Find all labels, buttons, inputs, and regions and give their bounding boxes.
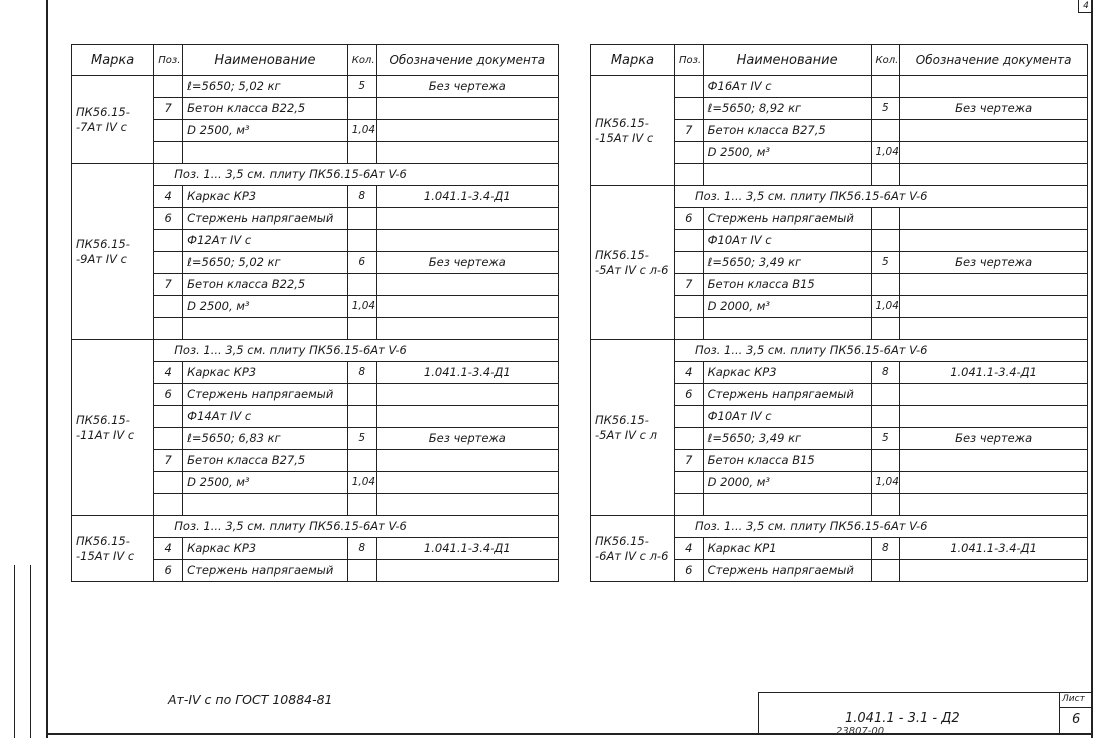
cell-pos [674,472,703,494]
cell-name [703,318,871,340]
cell-pos: 6 [674,208,703,230]
cell-reference-note: Поз. 1... 3,5 см. плиту ПК56.15-6Ат V-6 [674,186,1087,208]
cell-doc [900,296,1088,318]
document-code: 1.041.1 - 3.1 - Д2 [845,711,960,726]
cell-name [703,164,871,186]
cell-name: Бетон класса В22,5 [183,274,348,296]
cell-name: Каркас КР3 [183,362,348,384]
cell-qty [347,384,376,406]
cell-qty [871,164,900,186]
title-sidebar [0,565,46,738]
cell-pos [674,252,703,274]
cell-qty [347,98,376,120]
cell-name: Каркас КР3 [183,538,348,560]
cell-mark: ПК56.15- -15Ат IV с [72,516,154,582]
table-row [72,340,559,362]
header-mark: Марка [72,45,154,76]
cell-doc [376,318,558,340]
cell-pos [154,252,183,274]
cell-doc [900,120,1088,142]
cell-doc [900,472,1088,494]
cell-qty [871,406,900,428]
cell-name: Бетон класса В15 [703,450,871,472]
cell-pos [154,120,183,142]
cell-name: Стержень напрягаемый [703,208,871,230]
cell-qty: 8 [347,538,376,560]
cell-pos [154,296,183,318]
footnote: Ат-IV с по ГОСТ 10884-81 [168,692,333,707]
cell-name: ℓ=5650; 5,02 кг [183,252,348,274]
header-name: Наименование [703,45,871,76]
cell-qty [347,560,376,582]
cell-doc [900,318,1088,340]
cell-qty: 1,04 [347,296,376,318]
cell-qty [871,76,900,98]
cell-pos [154,472,183,494]
cell-qty: 8 [347,362,376,384]
cell-name: ℓ=5650; 3,49 кг [703,252,871,274]
cell-name: Ф12Ат IV с [183,230,348,252]
cell-doc: 1.041.1-3.4-Д1 [900,538,1088,560]
title-block [758,692,1092,735]
cell-qty [871,230,900,252]
cell-pos: 7 [154,98,183,120]
cell-qty [871,208,900,230]
cell-qty [347,450,376,472]
cell-doc [376,296,558,318]
cell-reference-note: Поз. 1... 3,5 см. плиту ПК56.15-6Ат V-6 [154,516,559,538]
cell-doc [376,450,558,472]
cell-reference-note: Поз. 1... 3,5 см. плиту ПК56.15-6Ат V-6 [674,340,1087,362]
cell-name: D 2500, м³ [703,142,871,164]
cell-doc: Без чертежа [900,98,1088,120]
cell-name: Стержень напрягаемый [183,384,348,406]
cell-doc [376,142,558,164]
cell-name: D 2000, м³ [703,472,871,494]
table-row [72,516,559,538]
cell-pos: 6 [154,208,183,230]
cell-reference-note: Поз. 1... 3,5 см. плиту ПК56.15-6Ат V-6 [674,516,1087,538]
table-row [591,516,1088,538]
cell-name: D 2500, м³ [183,472,348,494]
cell-pos [674,164,703,186]
cell-reference-note: Поз. 1... 3,5 см. плиту ПК56.15-6Ат V-6 [154,164,559,186]
cell-qty: 8 [871,362,900,384]
cell-pos [674,406,703,428]
cell-pos [674,318,703,340]
cell-pos [674,230,703,252]
cell-name: D 2500, м³ [183,296,348,318]
cell-qty: 1,04 [347,120,376,142]
cell-doc [900,560,1088,582]
cell-qty: 8 [871,538,900,560]
cell-doc [900,76,1088,98]
cell-qty [871,274,900,296]
cell-doc [376,274,558,296]
table-row [591,340,1088,362]
cell-doc [900,164,1088,186]
cell-qty: 5 [347,428,376,450]
cell-name: D 2500, м³ [183,120,348,142]
cell-pos: 4 [674,362,703,384]
cell-name: Стержень напрягаемый [703,560,871,582]
cell-doc [376,98,558,120]
cell-pos: 4 [154,362,183,384]
cell-pos: 7 [154,450,183,472]
cell-qty [347,494,376,516]
cell-name: Стержень напрягаемый [183,560,348,582]
cell-pos [674,76,703,98]
cell-pos [674,296,703,318]
cell-qty: 5 [871,428,900,450]
cell-doc: Без чертежа [900,428,1088,450]
cell-name: Стержень напрягаемый [703,384,871,406]
cell-doc [900,230,1088,252]
cell-name: Бетон класса В27,5 [183,450,348,472]
cell-doc: Без чертежа [376,428,558,450]
cell-name: Каркас КР1 [703,538,871,560]
cell-pos: 7 [674,274,703,296]
cell-doc: 1.041.1-3.4-Д1 [376,186,558,208]
header-doc: Обозначение документа [900,45,1088,76]
cell-qty [347,230,376,252]
cell-pos [154,428,183,450]
table-row [72,76,559,98]
cell-doc: 1.041.1-3.4-Д1 [900,362,1088,384]
cell-qty: 1,04 [871,472,900,494]
cell-name [183,142,348,164]
cell-doc [900,494,1088,516]
cell-pos: 4 [674,538,703,560]
cell-name: Каркас КР3 [183,186,348,208]
header-mark: Марка [591,45,675,76]
cell-name: Бетон класса В15 [703,274,871,296]
cell-name: Ф10Ат IV с [703,230,871,252]
cell-qty [347,142,376,164]
spec-table-right [590,44,1088,582]
frame-left-line [46,0,48,738]
cell-doc [376,560,558,582]
corner-mark: 4 [1078,0,1093,13]
cell-pos [154,76,183,98]
cell-qty: 5 [347,76,376,98]
cell-name: D 2000, м³ [703,296,871,318]
cell-doc: Без чертежа [376,252,558,274]
cell-qty [871,560,900,582]
cell-pos: 4 [154,538,183,560]
sheet-cell [1059,693,1092,735]
cell-doc: Без чертежа [900,252,1088,274]
cell-qty: 8 [347,186,376,208]
cell-qty [871,384,900,406]
cell-mark: ПК56.15- -15Ат IV с [591,76,675,186]
table-header-row [72,45,559,76]
cell-qty [347,274,376,296]
cell-doc [900,142,1088,164]
spec-table-left [71,44,559,582]
cell-pos: 4 [154,186,183,208]
cell-mark: ПК56.15- -5Ат IV с л-6 [591,186,675,340]
cell-mark: ПК56.15- -9Ат IV с [72,164,154,340]
cell-name: Бетон класса В22,5 [183,98,348,120]
table-header-row [591,45,1088,76]
cell-pos [154,142,183,164]
cell-name: Ф14Ат IV с [183,406,348,428]
cell-mark: ПК56.15- -6Ат IV с л-6 [591,516,675,582]
cell-pos: 7 [674,120,703,142]
cell-name [183,318,348,340]
header-name: Наименование [183,45,348,76]
cell-qty [347,406,376,428]
cell-qty: 1,04 [347,472,376,494]
cell-pos [154,494,183,516]
cell-doc [900,406,1088,428]
header-pos: Поз. [674,45,703,76]
cell-pos: 7 [674,450,703,472]
cell-pos [674,98,703,120]
cell-name: ℓ=5650; 6,83 кг [183,428,348,450]
cell-pos [154,230,183,252]
cell-doc [376,384,558,406]
cell-doc [376,406,558,428]
sheet-number: 6 [1072,712,1081,727]
header-qty: Кол. [871,45,900,76]
cell-pos [674,428,703,450]
cell-doc [376,472,558,494]
cell-qty: 1,04 [871,296,900,318]
cell-qty: 1,04 [871,142,900,164]
cell-doc [900,208,1088,230]
cell-name: Ф16Ат IV с [703,76,871,98]
cell-qty: 5 [871,98,900,120]
cell-pos: 6 [154,560,183,582]
cell-doc [376,120,558,142]
header-pos: Поз. [154,45,183,76]
cell-name: Ф10Ат IV с [703,406,871,428]
cell-doc [900,384,1088,406]
cell-name: ℓ=5650; 5,02 кг [183,76,348,98]
cell-qty [871,494,900,516]
cell-mark: ПК56.15- -7Ат IV с [72,76,154,164]
cell-qty: 5 [871,252,900,274]
cell-doc: 1.041.1-3.4-Д1 [376,362,558,384]
cell-doc [376,230,558,252]
header-doc: Обозначение документа [376,45,558,76]
cell-doc [376,494,558,516]
cell-qty: 6 [347,252,376,274]
cell-doc [900,274,1088,296]
cell-doc: 1.041.1-3.4-Д1 [376,538,558,560]
table-row [72,164,559,186]
cell-name: ℓ=5650; 8,92 кг [703,98,871,120]
cell-pos [154,318,183,340]
table-row [591,186,1088,208]
cell-pos [674,142,703,164]
cell-pos: 7 [154,274,183,296]
cell-pos: 6 [154,384,183,406]
cell-name [703,494,871,516]
cell-qty [871,120,900,142]
cell-doc [900,450,1088,472]
cell-qty [347,208,376,230]
cell-qty [347,318,376,340]
cell-mark: ПК56.15- -5Ат IV с л [591,340,675,516]
frame-right-line [1091,0,1093,738]
cell-pos: 6 [674,384,703,406]
cell-pos [154,406,183,428]
cell-name: Каркас КР3 [703,362,871,384]
table-row [591,76,1088,98]
cell-pos [674,494,703,516]
cell-mark: ПК56.15- -11Ат IV с [72,340,154,516]
cell-reference-note: Поз. 1... 3,5 см. плиту ПК56.15-6Ат V-6 [154,340,559,362]
cell-name: Бетон класса В27,5 [703,120,871,142]
cell-doc: Без чертежа [376,76,558,98]
cell-pos: 6 [674,560,703,582]
cell-qty [871,318,900,340]
cell-qty [871,450,900,472]
cell-name: Стержень напрягаемый [183,208,348,230]
cell-doc [376,208,558,230]
header-qty: Кол. [347,45,376,76]
cell-name [183,494,348,516]
archive-number: 23807-00 [836,727,885,737]
sheet-label: Лист [1062,694,1085,704]
cell-name: ℓ=5650; 3,49 кг [703,428,871,450]
